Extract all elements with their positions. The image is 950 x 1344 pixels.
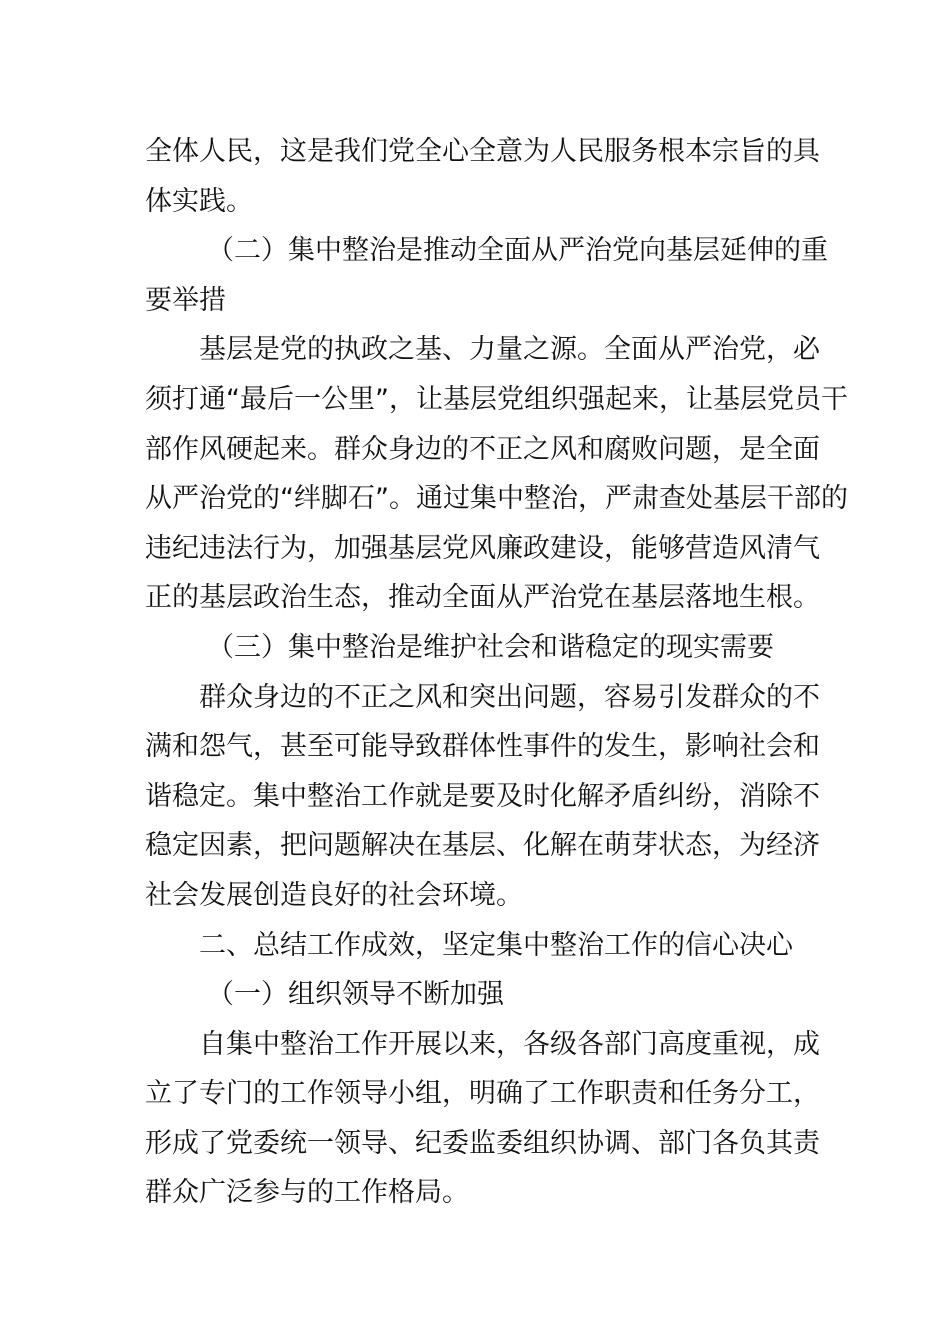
body-line: 从严治党的“绊脚石”。通过集中整治，严肃查处基层干部的 — [145, 483, 848, 515]
body-line: 群众广泛参与的工作格局。 — [145, 1177, 469, 1209]
paragraph-first-line: 群众身边的不正之风和突出问题，容易引发群众的不 — [199, 681, 820, 713]
paragraph-first-line: 自集中整治工作开展以来，各级各部门高度重视，成 — [199, 1028, 820, 1060]
section-heading-continued: 要举措 — [145, 284, 226, 316]
body-line: 全体人民，这是我们党全心全意为人民服务根本宗旨的具 — [145, 136, 820, 167]
body-line: 违纪违法行为，加强基层党风廉政建设，能够营造风清气 — [145, 532, 820, 564]
body-line: 满和怨气，甚至可能导致群体性事件的发生，影响社会和 — [145, 731, 820, 763]
section-heading: （一）组织领导不断加强 — [207, 979, 504, 1011]
body-line: 体实践。 — [145, 185, 253, 217]
body-line: 形成了党委统一领导、纪委监委组织协调、部门各负其责 — [145, 1127, 820, 1159]
body-line: 须打通“最后一公里”，让基层党组织强起来，让基层党员干 — [145, 383, 848, 415]
section-heading: （三）集中整治是维护社会和谐稳定的现实需要 — [207, 631, 774, 663]
body-line: 正的基层政治生态，推动全面从严治党在基层落地生根。 — [145, 582, 820, 614]
paragraph-first-line: 基层是党的执政之基、力量之源。全面从严治党，必 — [199, 334, 820, 366]
document-body — [145, 127, 848, 1218]
section-heading: （二）集中整治是推动全面从严治党向基层延伸的重 — [207, 235, 828, 267]
body-line: 稳定因素，把问题解决在基层、化解在萌芽状态，为经济 — [145, 830, 820, 862]
body-line: 立了专门的工作领导小组，明确了工作职责和任务分工， — [145, 1078, 820, 1110]
chapter-heading: 二、总结工作成效，坚定集中整治工作的信心决心 — [199, 929, 793, 961]
body-line: 谐稳定。集中整治工作就是要及时化解矛盾纠纷，消除不 — [145, 780, 820, 812]
body-line: 社会发展创造良好的社会环境。 — [145, 879, 523, 911]
body-line: 部作风硬起来。群众身边的不正之风和腐败问题，是全面 — [145, 433, 820, 465]
